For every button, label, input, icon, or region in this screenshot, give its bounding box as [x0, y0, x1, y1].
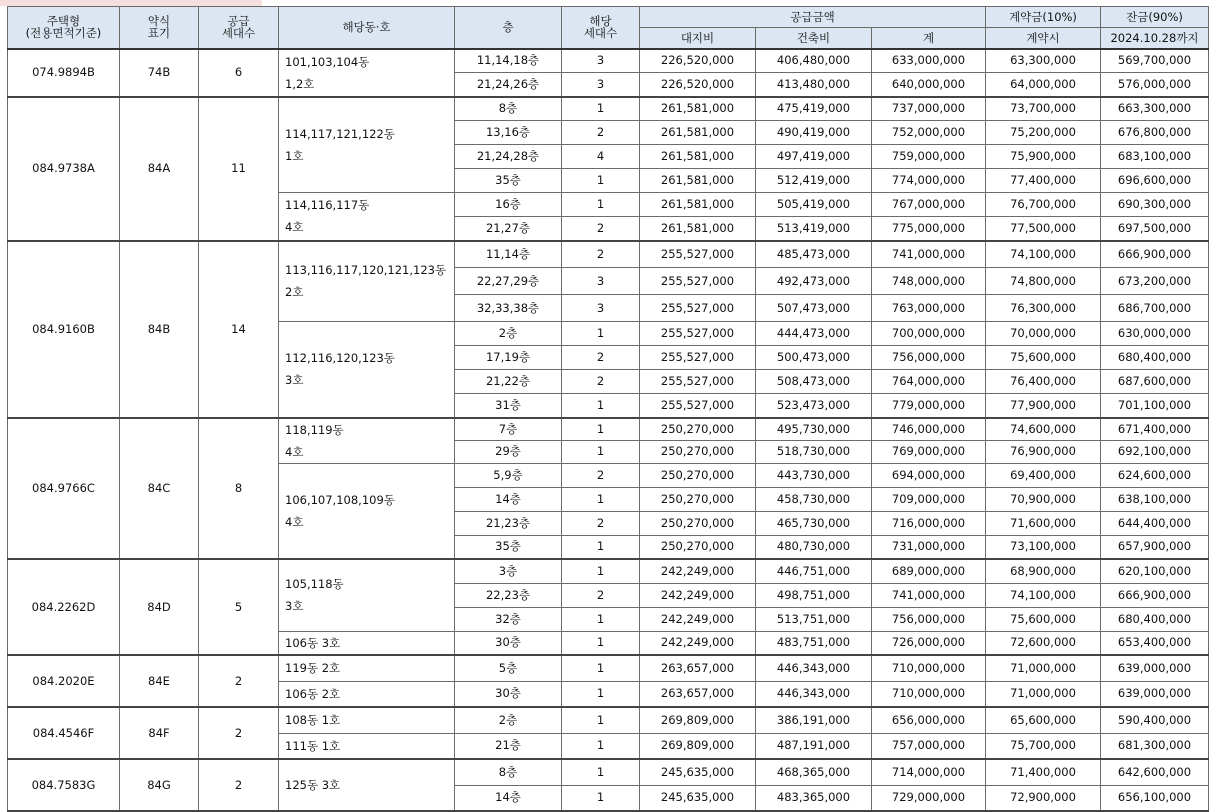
- cell-balance: 666,900,000: [1101, 583, 1209, 607]
- cell-land: 263,657,000: [640, 681, 756, 707]
- cell-land: 242,249,000: [640, 607, 756, 631]
- cell-land: 250,270,000: [640, 487, 756, 511]
- cell-balance: 701,100,000: [1101, 394, 1209, 418]
- cell-dong-ho: 114,116,117동 4호: [279, 193, 455, 241]
- cell-total: 756,000,000: [872, 346, 986, 370]
- cell-floor: 16층: [455, 193, 562, 217]
- cell-deposit: 73,100,000: [986, 535, 1101, 559]
- cell-dong-ho: 106동 2호: [279, 681, 455, 707]
- col-total-label: 계: [922, 30, 935, 45]
- cell-balance: 686,700,000: [1101, 295, 1209, 322]
- cell-total: 756,000,000: [872, 607, 986, 631]
- cell-land: 261,581,000: [640, 121, 756, 145]
- cell-balance: 676,800,000: [1101, 121, 1209, 145]
- cell-dong-ho: 118,119동 4호: [279, 418, 455, 464]
- cell-balance: 683,100,000: [1101, 145, 1209, 169]
- cell-building: 498,751,000: [756, 583, 872, 607]
- cell-total: 764,000,000: [872, 370, 986, 394]
- cell-deposit: 71,000,000: [986, 681, 1101, 707]
- cell-deposit: 75,700,000: [986, 733, 1101, 759]
- col-type-label: 주택형 (전용면적기준): [25, 14, 102, 41]
- cell-supply-units: 2: [199, 707, 279, 759]
- cell-units: 1: [562, 535, 640, 559]
- cell-floor: 11,14,18층: [455, 49, 562, 73]
- cell-total: 767,000,000: [872, 193, 986, 217]
- col-abbr: [120, 7, 199, 49]
- col-building: [756, 28, 872, 49]
- cell-units: 1: [562, 418, 640, 441]
- col-supply-amount-label: 공급금액: [790, 10, 835, 24]
- cell-total: 640,000,000: [872, 73, 986, 97]
- cell-deposit: 77,900,000: [986, 394, 1101, 418]
- cell-units: 1: [562, 733, 640, 759]
- cell-type: 084.4546F: [8, 707, 120, 759]
- cell-balance: 630,000,000: [1101, 322, 1209, 346]
- cell-deposit: 74,100,000: [986, 583, 1101, 607]
- cell-units: 3: [562, 295, 640, 322]
- col-supply-amount: [640, 7, 986, 28]
- cell-type: 084.9160B: [8, 241, 120, 418]
- cell-units: 1: [562, 655, 640, 681]
- cell-balance: 681,300,000: [1101, 733, 1209, 759]
- cell-total: 731,000,000: [872, 535, 986, 559]
- cell-floor: 22,23층: [455, 583, 562, 607]
- cell-deposit: 77,500,000: [986, 217, 1101, 241]
- table-row: [8, 759, 1209, 785]
- cell-land: 261,581,000: [640, 145, 756, 169]
- cell-total: 710,000,000: [872, 655, 986, 681]
- cell-deposit: 71,000,000: [986, 655, 1101, 681]
- cell-land: 242,249,000: [640, 631, 756, 655]
- cell-total: 748,000,000: [872, 268, 986, 295]
- cell-dong-ho: 108동 1호: [279, 707, 455, 733]
- col-units-label: 해당 세대수: [583, 14, 618, 41]
- cell-total: 752,000,000: [872, 121, 986, 145]
- cell-total: 746,000,000: [872, 418, 986, 441]
- cell-abbr: 84C: [120, 418, 199, 560]
- cell-balance: 666,900,000: [1101, 241, 1209, 268]
- cell-building: 443,730,000: [756, 463, 872, 487]
- cell-deposit: 69,400,000: [986, 463, 1101, 487]
- cell-building: 492,473,000: [756, 268, 872, 295]
- cell-total: 726,000,000: [872, 631, 986, 655]
- cell-units: 1: [562, 759, 640, 785]
- cell-building: 468,365,000: [756, 759, 872, 785]
- col-balance-label: 잔금(90%): [1126, 10, 1183, 24]
- cell-total: 709,000,000: [872, 487, 986, 511]
- cell-building: 487,191,000: [756, 733, 872, 759]
- cell-building: 495,730,000: [756, 418, 872, 441]
- cell-total: 775,000,000: [872, 217, 986, 241]
- cell-units: 2: [562, 370, 640, 394]
- cell-total: 769,000,000: [872, 440, 986, 463]
- cell-balance: 671,400,000: [1101, 418, 1209, 441]
- cell-building: 490,419,000: [756, 121, 872, 145]
- cell-dong-ho: 111동 1호: [279, 733, 455, 759]
- cell-floor: 35층: [455, 169, 562, 193]
- cell-dong-ho: 112,116,120,123동 3호: [279, 322, 455, 418]
- cell-floor: 21,27층: [455, 217, 562, 241]
- cell-deposit: 77,400,000: [986, 169, 1101, 193]
- cell-deposit: 72,900,000: [986, 785, 1101, 811]
- cell-land: 255,527,000: [640, 394, 756, 418]
- table-row: [8, 97, 1209, 121]
- cell-building: 465,730,000: [756, 511, 872, 535]
- cell-land: 263,657,000: [640, 655, 756, 681]
- col-type: [8, 7, 120, 49]
- cell-land: 255,527,000: [640, 295, 756, 322]
- table-row: [8, 49, 1209, 73]
- cell-floor: 8층: [455, 759, 562, 785]
- cell-total: 779,000,000: [872, 394, 986, 418]
- cell-floor: 14층: [455, 487, 562, 511]
- cell-deposit: 74,800,000: [986, 268, 1101, 295]
- col-balance: [1101, 7, 1209, 28]
- cell-total: 716,000,000: [872, 511, 986, 535]
- cell-floor: 17,19층: [455, 346, 562, 370]
- col-floor-label: 층: [502, 20, 514, 35]
- cell-total: 741,000,000: [872, 583, 986, 607]
- cell-supply-units: 2: [199, 655, 279, 707]
- table-body: [8, 49, 1209, 812]
- cell-balance: 690,300,000: [1101, 193, 1209, 217]
- cell-deposit: 71,400,000: [986, 759, 1101, 785]
- cell-land: 269,809,000: [640, 707, 756, 733]
- cell-building: 475,419,000: [756, 97, 872, 121]
- cell-supply-units: 2: [199, 759, 279, 811]
- cell-total: 737,000,000: [872, 97, 986, 121]
- col-dong-ho: [279, 7, 455, 49]
- cell-floor: 21,24,28층: [455, 145, 562, 169]
- col-floor: [455, 7, 562, 49]
- cell-dong-ho: 105,118동 3호: [279, 559, 455, 631]
- col-balance-sub: [1101, 28, 1209, 49]
- cell-building: 518,730,000: [756, 440, 872, 463]
- cell-building: 512,419,000: [756, 169, 872, 193]
- cell-total: 759,000,000: [872, 145, 986, 169]
- cell-balance: 624,600,000: [1101, 463, 1209, 487]
- cell-deposit: 76,700,000: [986, 193, 1101, 217]
- cell-building: 505,419,000: [756, 193, 872, 217]
- cell-floor: 32,33,38층: [455, 295, 562, 322]
- cell-type: 084.9738A: [8, 97, 120, 241]
- cell-floor: 35층: [455, 535, 562, 559]
- cell-type: 084.9766C: [8, 418, 120, 560]
- cell-balance: 680,400,000: [1101, 607, 1209, 631]
- cell-units: 2: [562, 511, 640, 535]
- cell-deposit: 65,600,000: [986, 707, 1101, 733]
- cell-land: 255,527,000: [640, 241, 756, 268]
- cell-floor: 11,14층: [455, 241, 562, 268]
- cell-balance: 642,600,000: [1101, 759, 1209, 785]
- cell-building: 413,480,000: [756, 73, 872, 97]
- cell-deposit: 72,600,000: [986, 631, 1101, 655]
- cell-units: 1: [562, 193, 640, 217]
- cell-balance: 639,000,000: [1101, 681, 1209, 707]
- cell-supply-units: 8: [199, 418, 279, 560]
- cell-supply-units: 11: [199, 97, 279, 241]
- cell-land: 245,635,000: [640, 785, 756, 811]
- cell-dong-ho: 106동 3호: [279, 631, 455, 655]
- cell-type: 084.7583G: [8, 759, 120, 811]
- cell-units: 1: [562, 559, 640, 583]
- cell-total: 763,000,000: [872, 295, 986, 322]
- cell-land: 261,581,000: [640, 169, 756, 193]
- cell-supply-units: 6: [199, 49, 279, 97]
- col-supply-units-label: 공급 세대수: [221, 14, 256, 41]
- cell-units: 1: [562, 322, 640, 346]
- cell-floor: 2층: [455, 322, 562, 346]
- cell-type: 084.2020E: [8, 655, 120, 707]
- col-balance-sub-label: 2024.10.28까지: [1110, 30, 1199, 45]
- cell-units: 1: [562, 631, 640, 655]
- col-land-label: 대지비: [680, 30, 715, 45]
- cell-abbr: 84A: [120, 97, 199, 241]
- col-deposit-label: 계약금(10%): [1009, 10, 1077, 24]
- cell-floor: 21,24,26층: [455, 73, 562, 97]
- cell-building: 513,751,000: [756, 607, 872, 631]
- cell-total: 774,000,000: [872, 169, 986, 193]
- cell-land: 261,581,000: [640, 193, 756, 217]
- cell-building: 483,365,000: [756, 785, 872, 811]
- cell-floor: 22,27,29층: [455, 268, 562, 295]
- cell-deposit: 63,300,000: [986, 49, 1101, 73]
- col-supply-units: [199, 7, 279, 49]
- cell-building: 485,473,000: [756, 241, 872, 268]
- cell-floor: 21,23층: [455, 511, 562, 535]
- cell-balance: 590,400,000: [1101, 707, 1209, 733]
- col-abbr-label: 약식 표기: [147, 14, 171, 41]
- cell-total: 714,000,000: [872, 759, 986, 785]
- cell-floor: 32층: [455, 607, 562, 631]
- cell-floor: 21층: [455, 733, 562, 759]
- cell-units: 2: [562, 346, 640, 370]
- cell-dong-ho: 113,116,117,120,121,123동 2호: [279, 241, 455, 322]
- cell-land: 226,520,000: [640, 49, 756, 73]
- cell-building: 446,343,000: [756, 655, 872, 681]
- cell-type: 074.9894B: [8, 49, 120, 97]
- cell-land: 250,270,000: [640, 463, 756, 487]
- cell-abbr: 84G: [120, 759, 199, 811]
- table-row: [8, 559, 1209, 583]
- cell-units: 1: [562, 487, 640, 511]
- cell-floor: 31층: [455, 394, 562, 418]
- col-dong-ho-label: 해당동·호: [342, 20, 391, 35]
- cell-dong-ho: 114,117,121,122동 1호: [279, 97, 455, 193]
- col-deposit: [986, 7, 1101, 28]
- cell-building: 497,419,000: [756, 145, 872, 169]
- cell-balance: 657,900,000: [1101, 535, 1209, 559]
- cell-land: 226,520,000: [640, 73, 756, 97]
- cell-deposit: 74,100,000: [986, 241, 1101, 268]
- cell-units: 3: [562, 73, 640, 97]
- cell-balance: 638,100,000: [1101, 487, 1209, 511]
- cell-deposit: 74,600,000: [986, 418, 1101, 441]
- cell-floor: 21,22층: [455, 370, 562, 394]
- cell-building: 446,751,000: [756, 559, 872, 583]
- cell-total: 757,000,000: [872, 733, 986, 759]
- cell-abbr: 84E: [120, 655, 199, 707]
- cell-building: 446,343,000: [756, 681, 872, 707]
- cell-land: 255,527,000: [640, 370, 756, 394]
- cell-land: 242,249,000: [640, 583, 756, 607]
- cell-units: 1: [562, 707, 640, 733]
- cell-floor: 30층: [455, 681, 562, 707]
- cell-abbr: 74B: [120, 49, 199, 97]
- cell-floor: 29층: [455, 440, 562, 463]
- cell-units: 1: [562, 785, 640, 811]
- cell-floor: 7층: [455, 418, 562, 441]
- cell-supply-units: 14: [199, 241, 279, 418]
- cell-deposit: 68,900,000: [986, 559, 1101, 583]
- cell-deposit: 76,900,000: [986, 440, 1101, 463]
- cell-floor: 5,9층: [455, 463, 562, 487]
- cell-land: 255,527,000: [640, 346, 756, 370]
- supply-price-table: [7, 6, 1209, 812]
- cell-units: 1: [562, 440, 640, 463]
- cell-abbr: 84F: [120, 707, 199, 759]
- cell-units: 2: [562, 241, 640, 268]
- cell-balance: 692,100,000: [1101, 440, 1209, 463]
- col-deposit-sub-label: 계약시: [1026, 30, 1060, 45]
- cell-balance: 644,400,000: [1101, 511, 1209, 535]
- cell-abbr: 84B: [120, 241, 199, 418]
- cell-type: 084.2262D: [8, 559, 120, 655]
- cell-building: 500,473,000: [756, 346, 872, 370]
- table-row: [8, 707, 1209, 733]
- cell-balance: 687,600,000: [1101, 370, 1209, 394]
- cell-deposit: 75,900,000: [986, 145, 1101, 169]
- cell-deposit: 76,400,000: [986, 370, 1101, 394]
- cell-units: 2: [562, 217, 640, 241]
- cell-units: 3: [562, 268, 640, 295]
- cell-floor: 3층: [455, 559, 562, 583]
- cell-dong-ho: 106,107,108,109동 4호: [279, 463, 455, 559]
- cell-deposit: 75,200,000: [986, 121, 1101, 145]
- cell-units: 1: [562, 681, 640, 707]
- cell-building: 406,480,000: [756, 49, 872, 73]
- cell-balance: 697,500,000: [1101, 217, 1209, 241]
- cell-balance: 653,400,000: [1101, 631, 1209, 655]
- cell-deposit: 70,000,000: [986, 322, 1101, 346]
- cell-building: 513,419,000: [756, 217, 872, 241]
- cell-land: 250,270,000: [640, 535, 756, 559]
- cell-land: 261,581,000: [640, 217, 756, 241]
- cell-land: 250,270,000: [640, 440, 756, 463]
- cell-total: 729,000,000: [872, 785, 986, 811]
- cell-building: 483,751,000: [756, 631, 872, 655]
- cell-land: 255,527,000: [640, 268, 756, 295]
- cell-total: 710,000,000: [872, 681, 986, 707]
- cell-balance: 576,000,000: [1101, 73, 1209, 97]
- table-row: [8, 655, 1209, 681]
- cell-land: 255,527,000: [640, 322, 756, 346]
- cell-supply-units: 5: [199, 559, 279, 655]
- col-deposit-sub: [986, 28, 1101, 49]
- cell-units: 1: [562, 97, 640, 121]
- col-total: [872, 28, 986, 49]
- cell-total: 633,000,000: [872, 49, 986, 73]
- cell-building: 458,730,000: [756, 487, 872, 511]
- cell-dong-ho: 119동 2호: [279, 655, 455, 681]
- cell-deposit: 75,600,000: [986, 346, 1101, 370]
- cell-total: 694,000,000: [872, 463, 986, 487]
- cell-deposit: 75,600,000: [986, 607, 1101, 631]
- cell-floor: 2층: [455, 707, 562, 733]
- table-row: [8, 418, 1209, 441]
- cell-balance: 680,400,000: [1101, 346, 1209, 370]
- cell-balance: 656,100,000: [1101, 785, 1209, 811]
- cell-total: 689,000,000: [872, 559, 986, 583]
- cell-deposit: 64,000,000: [986, 73, 1101, 97]
- cell-balance: 673,200,000: [1101, 268, 1209, 295]
- cell-land: 261,581,000: [640, 97, 756, 121]
- col-building-label: 건축비: [796, 30, 831, 45]
- cell-floor: 8층: [455, 97, 562, 121]
- cell-floor: 5층: [455, 655, 562, 681]
- cell-balance: 620,100,000: [1101, 559, 1209, 583]
- cell-units: 1: [562, 607, 640, 631]
- cell-units: 1: [562, 169, 640, 193]
- cell-land: 245,635,000: [640, 759, 756, 785]
- cell-deposit: 73,700,000: [986, 97, 1101, 121]
- cell-balance: 696,600,000: [1101, 169, 1209, 193]
- cell-building: 480,730,000: [756, 535, 872, 559]
- cell-units: 3: [562, 49, 640, 73]
- cell-floor: 30층: [455, 631, 562, 655]
- cell-land: 269,809,000: [640, 733, 756, 759]
- cell-units: 2: [562, 121, 640, 145]
- cell-building: 507,473,000: [756, 295, 872, 322]
- cell-balance: 569,700,000: [1101, 49, 1209, 73]
- cell-dong-ho: 125동 3호: [279, 759, 455, 811]
- cell-balance: 663,300,000: [1101, 97, 1209, 121]
- cell-land: 242,249,000: [640, 559, 756, 583]
- cell-land: 250,270,000: [640, 418, 756, 441]
- cell-units: 2: [562, 583, 640, 607]
- cell-units: 1: [562, 394, 640, 418]
- cell-total: 700,000,000: [872, 322, 986, 346]
- cell-land: 250,270,000: [640, 511, 756, 535]
- cell-building: 386,191,000: [756, 707, 872, 733]
- cell-deposit: 71,600,000: [986, 511, 1101, 535]
- col-units: [562, 7, 640, 49]
- cell-total: 741,000,000: [872, 241, 986, 268]
- cell-deposit: 70,900,000: [986, 487, 1101, 511]
- cell-floor: 14층: [455, 785, 562, 811]
- cell-total: 656,000,000: [872, 707, 986, 733]
- cell-units: 4: [562, 145, 640, 169]
- cell-units: 2: [562, 463, 640, 487]
- table-row: [8, 241, 1209, 268]
- cell-dong-ho: 101,103,104동 1,2호: [279, 49, 455, 97]
- cell-building: 508,473,000: [756, 370, 872, 394]
- cell-abbr: 84D: [120, 559, 199, 655]
- col-land: [640, 28, 756, 49]
- cell-balance: 639,000,000: [1101, 655, 1209, 681]
- cell-floor: 13,16층: [455, 121, 562, 145]
- cell-deposit: 76,300,000: [986, 295, 1101, 322]
- cell-building: 444,473,000: [756, 322, 872, 346]
- cell-building: 523,473,000: [756, 394, 872, 418]
